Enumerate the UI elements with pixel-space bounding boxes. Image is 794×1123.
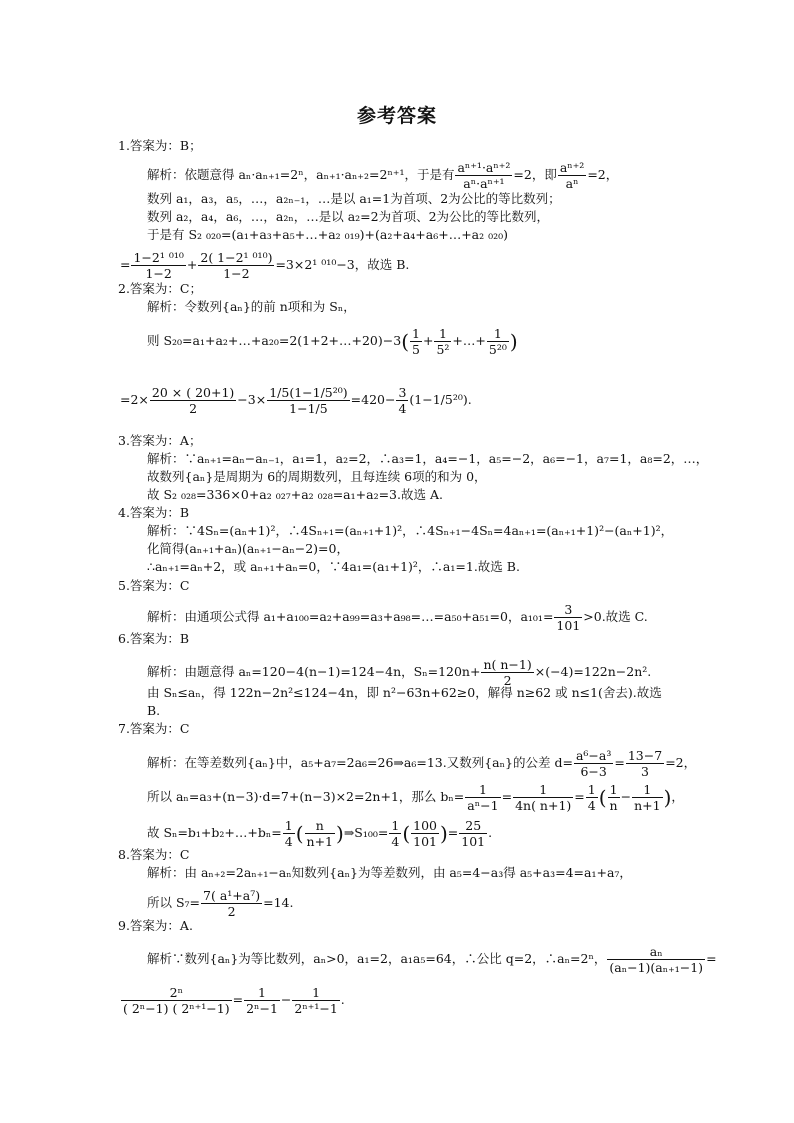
fraction: $\frac{1}{\text{5²}}$	[436, 326, 450, 357]
fraction: $\frac{1}{\text{5²⁰}}$	[488, 326, 507, 357]
fraction: $\frac{\text{7( a¹+a⁷)}}{2}$	[203, 888, 261, 919]
fraction: $\frac{\text{aₙ}}{\text{(aₙ−1)(aₙ₊₁−1)}}$	[609, 944, 704, 975]
answer-8-line-1: 解析：由 aₙ₊₂=2aₙ₊₁−aₙ知数列{aₙ}为等差数列，由 a₅=4−a₃得 a₅+a₃=4=a₁+a₇，	[147, 865, 632, 880]
answer-6-label: 6.答案为：B	[118, 631, 190, 646]
answer-2-line-1: 解析：令数列{aₙ}的前 n项和为 Sₙ，	[147, 299, 356, 314]
fraction: $\frac{25}{101}$	[461, 818, 486, 849]
fraction: $\frac{3}{4}$	[398, 385, 407, 416]
answer-7-label: 7.答案为：C	[118, 721, 190, 736]
answer-1-line-4: 于是有 S₂ ₀₂₀=(a₁+a₃+a₅+…+a₂ ₀₁₉)+(a₂+a₄+a₆+…+a₂ ₀₂₀)	[147, 227, 509, 242]
answer-9-label: 9.答案为：A.	[118, 918, 193, 933]
fraction: $\frac{1}{4}$	[284, 818, 293, 849]
fraction: $\frac{20 \times ( 20+1)}{2}$	[151, 385, 235, 416]
fraction: $\frac{1}{4}$	[391, 818, 400, 849]
fraction: $\frac{1}{\text{aⁿ−1}}$	[467, 782, 499, 813]
fraction: $\frac{100}{101}$	[413, 818, 437, 849]
answer-1-line-3: 数列 a₂，a₄，a₆，…，a₂ₙ，…是以 a₂=2为首项、2为公比的等比数列，	[147, 209, 550, 224]
answer-3-line-2: 故数列{aₙ}是周期为 6的周期数列，且每连续 6项的和为 0，	[147, 469, 487, 484]
answer-3-label: 3.答案为：A；	[118, 433, 202, 448]
answer-1-label: 1.答案为：B；	[118, 138, 202, 153]
fraction: $\frac{13-7}{3}$	[627, 748, 663, 779]
answer-8-label: 8.答案为：C	[118, 847, 190, 862]
page-title: 参考答案	[356, 105, 437, 127]
fraction: $\frac{\text{aⁿ⁺¹·aⁿ⁺²}}{\text{aⁿ·aⁿ⁺¹}}$	[457, 160, 511, 191]
fraction: $\frac{1}{5}$	[412, 326, 420, 357]
fraction: $\frac{1}{\text{2ⁿ−1}}$	[246, 985, 278, 1016]
answer-3-line-1: 解析：∵aₙ₊₁=aₙ−aₙ₋₁，a₁=1，a₂=2，∴a₃=1，a₄=−1，a₅=−2，a₆=−1，a₇=1，a₈=2，…，	[147, 451, 709, 466]
fraction: $\frac{n( n-1)}{2}$	[483, 657, 532, 688]
answer-7-line-2: 所以 aₙ=a₃+(n−3)·d=7+(n−3)×2=2n+1，那么 bₙ= $\frac{1}{\text{aⁿ−1}}$ = $\frac{1}{4n( n+1)}$ = $\frac{1}{4}$ ( $\frac{1}{n}$ − $\frac{1}{n+1}$ )，	[147, 782, 684, 813]
fraction: $\frac{\text{1/5(1−1/5²⁰)}}{1-1/5}$	[269, 385, 348, 416]
fraction: $\frac{\text{a⁶−a³}}{6-3}$	[575, 748, 612, 779]
answer-8-line-2: 所以 S₇= $\frac{\text{7( a¹+a⁷)}}{2}$ =14.	[147, 888, 294, 919]
answer-6-line-2: 由 Sₙ≤aₙ，得 122n−2n²≤124−4n，即 n²−63n+62≥0，解得 n≥62 或 n≤1(舍去).故选	[147, 685, 662, 700]
fraction: $\frac{\text{2( 1−2¹ ⁰¹⁰)}}{1-2}$	[200, 250, 273, 281]
answer-4-line-2: 化简得(aₙ₊₁+aₙ)(aₙ₊₁−aₙ−2)=0，	[147, 541, 349, 556]
answer-4-label: 4.答案为：B	[118, 505, 190, 520]
answer-5-label: 5.答案为：C	[118, 578, 190, 593]
fraction: $\frac{\text{aⁿ⁺²}}{\text{aⁿ}}$	[559, 160, 585, 191]
answer-5-line-1: 解析：由通项公式得 a₁+a₁₀₀=a₂+a₉₉=a₃+a₉₈=…=a₅₀+a₅₁=0，a₁₀₁= $\frac{3}{101}$ >0.故选 C.	[147, 602, 648, 633]
fraction: $\frac{1}{n+1}$	[634, 782, 661, 813]
fraction: $\frac{3}{101}$	[556, 602, 581, 633]
answer-2-line-2: 则 S₂₀=a₁+a₂+…+a₂₀=2(1+2+…+20)−3( $\frac{1}{5}$ + $\frac{1}{\text{5²}}$ +…+ $\frac{1}{\text{5²⁰}}$ )	[147, 326, 518, 357]
answer-6-line-3: B.	[147, 703, 161, 718]
answer-3-line-3: 故 S₂ ₀₂₈=336×0+a₂ ₀₂₇+a₂ ₀₂₈=a₁+a₂=3.故选 A.	[147, 487, 443, 502]
answer-1-line-1: 解析：依题意得 aₙ·aₙ₊₁=2ⁿ，aₙ₊₁·aₙ₊₂=2ⁿ⁺¹，于是有 $\frac{\text{aⁿ⁺¹·aⁿ⁺²}}{\text{aⁿ·aⁿ⁺¹}}$ =2，即 $\frac{\text{aⁿ⁺²}}{\text{aⁿ}}$ =2，	[147, 160, 619, 191]
answer-4-line-1: 解析：∵4Sₙ=(aₙ+1)²，∴4Sₙ₊₁=(aₙ₊₁+1)²，∴4Sₙ₊₁−4Sₙ=4aₙ₊₁=(aₙ₊₁+1)²−(aₙ+1)²，	[147, 523, 674, 538]
answer-1-line-5: = $\frac{\text{1−2¹ ⁰¹⁰}}{1-2}$ + $\frac{\text{2( 1−2¹ ⁰¹⁰)}}{1-2}$ =3×2¹ ⁰¹⁰−3，故选 B.	[120, 250, 410, 281]
answer-4-line-3: ∴aₙ₊₁=aₙ+2，或 aₙ₊₁+aₙ=0，∵4a₁=(a₁+1)²，∴a₁=1.故选 B.	[147, 559, 520, 574]
answer-2-line-3: =2× $\frac{20 \times ( 20+1)}{2}$ −3× $\frac{\text{1/5(1−1/5²⁰)}}{1-1/5}$ =420− $\frac{3}{4}$ (1−1/5²⁰).	[120, 385, 472, 416]
fraction: $\frac{\text{2ⁿ}}{\text{( 2ⁿ−1) ( 2ⁿ⁺¹−1)}}$	[123, 985, 230, 1016]
answer-1-line-2: 数列 a₁，a₃，a₅，…，a₂ₙ₋₁，…是以 a₁=1为首项、2为公比的等比数列；	[147, 191, 561, 206]
fraction: $\frac{n}{n+1}$	[306, 818, 333, 849]
fraction: $\frac{1}{4n( n+1)}$	[515, 782, 572, 813]
fraction: $\frac{1}{4}$	[587, 782, 596, 813]
answer-2-label: 2.答案为：C；	[118, 281, 202, 296]
fraction: $\frac{1}{n}$	[609, 782, 618, 813]
answer-6-line-1: 解析：由题意得 aₙ=120−4(n−1)=124−4n，Sₙ=120n+ $\frac{n( n-1)}{2}$ ×(−4)=122n−2n².	[147, 657, 652, 688]
fraction: $\frac{1}{\text{2ⁿ⁺¹−1}}$	[294, 985, 338, 1016]
answer-7-line-1: 解析：在等差数列{aₙ}中，a₅+a₇=2a₆=26⇒a₆=13.又数列{aₙ}的公差 d= $\frac{\text{a⁶−a³}}{6-3}$ = $\frac{13-7}{3}$ =2，	[147, 748, 697, 779]
answer-7-line-3: 故 Sₙ=b₁+b₂+…+bₙ= $\frac{1}{4}$ ( $\frac{n}{n+1}$ )⇒S₁₀₀= $\frac{1}{4}$ ( $\frac{100}{101}$ )= $\frac{25}{101}$ .	[147, 818, 493, 849]
fraction: $\frac{\text{1−2¹ ⁰¹⁰}}{1-2}$	[133, 250, 184, 281]
answer-9-line-1: 解析∵数列{aₙ}为等比数列，aₙ>0，a₁=2，a₁a₅=64，∴公比 q=2，∴aₙ=2ⁿ， $\frac{\text{aₙ}}{\text{(aₙ−1)(aₙ₊₁−1)}}$ =	[147, 944, 717, 975]
answer-9-line-2: $\frac{\text{2ⁿ}}{\text{( 2ⁿ−1) ( 2ⁿ⁺¹−1)}}$ = $\frac{1}{\text{2ⁿ−1}}$ − $\frac{1}{\text{2ⁿ⁺¹−1}}$ .	[123, 985, 345, 1016]
